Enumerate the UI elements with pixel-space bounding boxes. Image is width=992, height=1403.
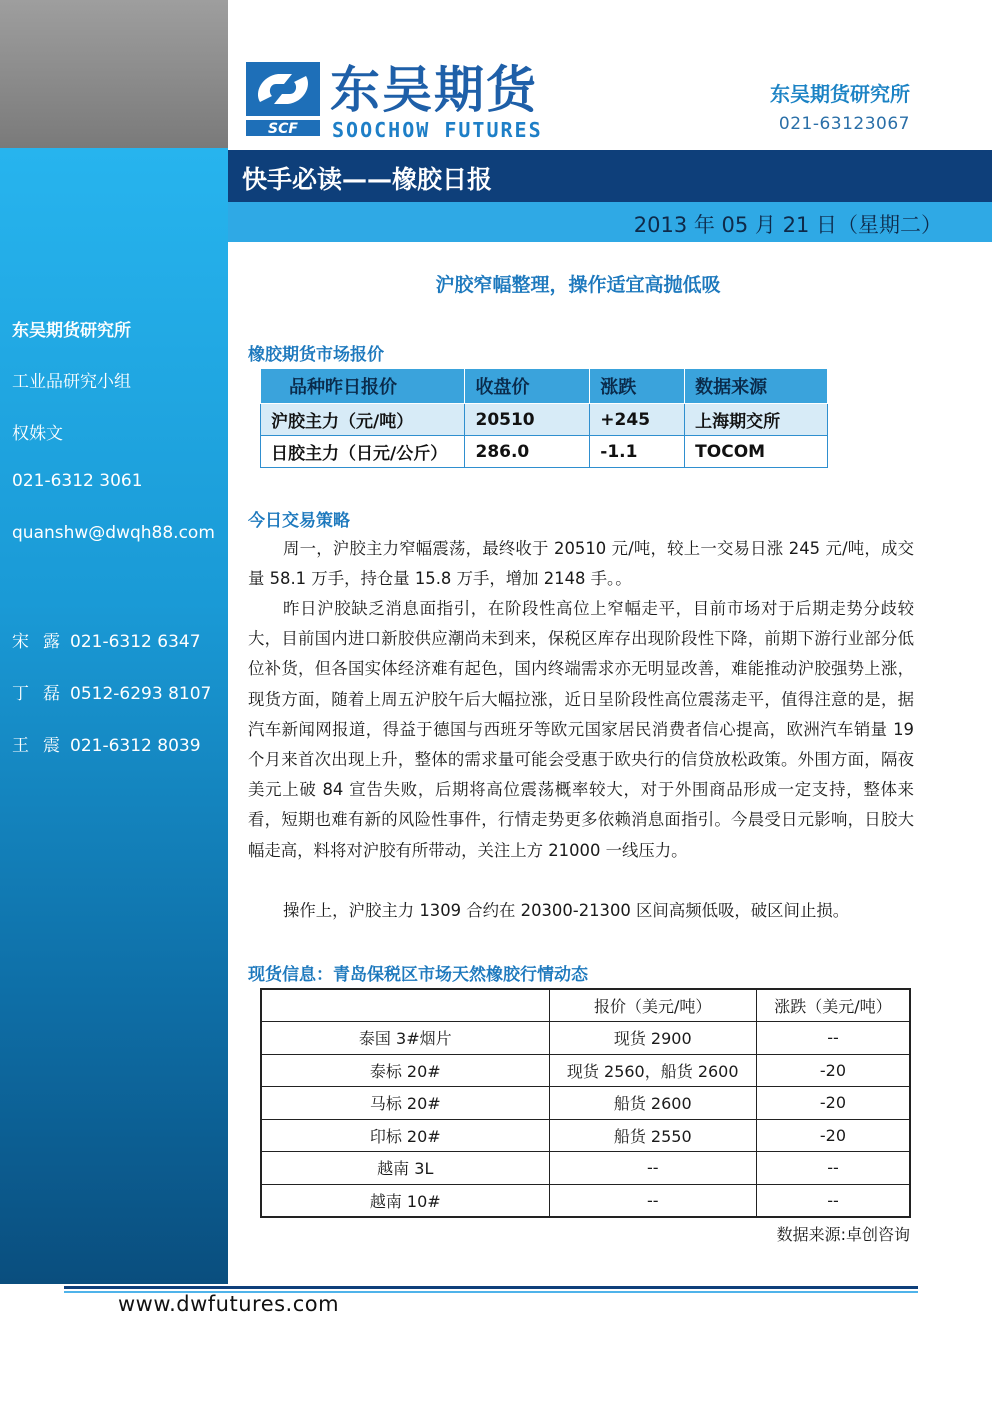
table-cell: --	[756, 1152, 910, 1185]
column-header	[261, 989, 549, 1022]
spot-price-table	[260, 988, 911, 1218]
report-date: 2013 年 05 月 21 日（星期二）	[633, 213, 942, 237]
footer-divider	[64, 1286, 918, 1289]
table-cell: --	[756, 1184, 910, 1217]
table-cell: -20	[756, 1054, 910, 1087]
table-row	[261, 1184, 910, 1217]
column-header: 涨跌	[590, 369, 685, 404]
institute-name: 东吴期货研究所	[770, 82, 910, 106]
report-date-bar	[228, 202, 992, 242]
table-cell: -20	[756, 1087, 910, 1120]
report-title-bar	[228, 150, 992, 202]
table-cell: 沪胶主力（元/吨）	[261, 404, 465, 436]
report-headline: 沪胶窄幅整理，操作适宜高抛低吸	[435, 274, 721, 296]
table-header-row	[261, 369, 828, 404]
contact-name: 宋露	[12, 632, 74, 652]
sidebar-phone: 021-6312 3061	[12, 471, 143, 491]
contact-item	[12, 627, 201, 652]
table-cell: --	[756, 1022, 910, 1055]
footer-website-link[interactable]: www.dwfutures.com	[118, 1292, 340, 1316]
table-row	[261, 1152, 910, 1185]
strategy-section-title: 今日交易策略	[248, 511, 350, 531]
table-cell: 马标 20#	[261, 1087, 549, 1120]
table-cell: 印标 20#	[261, 1119, 549, 1152]
data-source-note: 数据来源:卓创咨询	[776, 1225, 910, 1244]
table-cell: 20510	[465, 404, 590, 436]
table-row	[261, 1022, 910, 1055]
column-header: 收盘价	[465, 369, 590, 404]
table-cell: 286.0	[465, 436, 590, 468]
table-cell: 越南 3L	[261, 1152, 549, 1185]
table-cell: TOCOM	[685, 436, 828, 468]
table-row	[261, 1054, 910, 1087]
table-cell: 上海期交所	[685, 404, 828, 436]
contact-name: 丁磊	[12, 684, 74, 704]
table-cell: 泰标 20#	[261, 1054, 549, 1087]
column-header: 涨跌（美元/吨）	[756, 989, 910, 1022]
contact-phone: 021-6312 6347	[70, 632, 201, 652]
strategy-paragraph: 周一，沪胶主力窄幅震荡，最终收于 20510 元/吨，较上一交易日涨 245 元/吨，成交量 58.1 万手，持仓量 15.8 万手，增加 2148 手。。	[248, 539, 914, 589]
table-cell: 日胶主力（日元/公斤）	[261, 436, 465, 468]
table-cell: 现货 2900	[549, 1022, 756, 1055]
strategy-paragraph: 操作上，沪胶主力 1309 合约在 20300-21300 区间高频低吸，破区间止损。	[283, 901, 850, 920]
column-header: 数据来源	[685, 369, 828, 404]
table-cell: 船货 2550	[549, 1119, 756, 1152]
spot-section-title: 现货信息：青岛保税区市场天然橡胶行情动态	[248, 965, 588, 985]
table-cell: --	[549, 1184, 756, 1217]
institute-phone: 021-63123067	[778, 114, 910, 134]
sidebar-email[interactable]: quanshw@dwqh88.com	[12, 523, 215, 543]
sidebar-group: 工业品研究小组	[12, 372, 131, 392]
table-row	[261, 436, 828, 468]
table-cell: -1.1	[590, 436, 685, 468]
table-cell: -20	[756, 1119, 910, 1152]
table-cell: 越南 10#	[261, 1184, 549, 1217]
brand-name-cn: 东吴期货	[330, 61, 538, 119]
table-cell: 现货 2560，船货 2600	[549, 1054, 756, 1087]
contact-name: 王震	[12, 736, 74, 756]
table-cell: +245	[590, 404, 685, 436]
sidebar-analyst: 权姝文	[12, 424, 63, 444]
table-cell: --	[549, 1152, 756, 1185]
scf-logo-icon	[246, 62, 320, 138]
quote-table	[260, 368, 828, 468]
table-header-row	[261, 989, 910, 1022]
table-row	[261, 1119, 910, 1152]
contact-phone: 021-6312 8039	[70, 736, 201, 756]
quote-section-title: 橡胶期货市场报价	[248, 345, 384, 365]
brand-name-en: SOOCHOW FUTURES	[332, 118, 543, 142]
contact-item	[12, 679, 211, 704]
sidebar	[0, 148, 228, 1284]
table-row	[261, 1087, 910, 1120]
strategy-paragraph: 昨日沪胶缺乏消息面指引，在阶段性高位上窄幅走平，目前市场对于后期走势分歧较大，目前国内进口新胶供应潮尚未到来，保税区库存出现阶段性下降，前期下游行业部分低位补货，但各国实体经济难有起色，国内终端需求亦无明显改善，难能推动沪胶强势上涨，现货方面，随着上周五沪胶午后大幅拉涨，近日呈阶段性高位震荡走平，值得注意的是，据汽车新闻网报道，得益于德国与西班牙等欧元国家居民消费者信心提高，欧洲汽车销量 19 个月来首次出现上升，整体的需求量可能会受惠于欧央行的信贷放松政策。外围方面，隔夜美元上破 84 宣告失败，后期将高位震荡概率较大，对于外围商品形成一定支持，整体来看，短期也难有新的风险性事件，行情走势更多依赖消息面指引。今晨受日元影响，日胶大幅走高，料将对沪胶有所带动，关注上方 21000 一线压力。	[248, 599, 914, 860]
column-header: 报价（美元/吨）	[549, 989, 756, 1022]
report-title: 快手必读——橡胶日报	[242, 165, 493, 194]
contact-item	[12, 731, 201, 756]
company-logo	[246, 62, 586, 142]
table-row	[261, 404, 828, 436]
logo-initials: SCF	[268, 121, 298, 137]
table-cell: 泰国 3#烟片	[261, 1022, 549, 1055]
sidebar-institute: 东吴期货研究所	[12, 321, 131, 341]
column-header: 品种昨日报价	[261, 369, 465, 404]
table-cell: 船货 2600	[549, 1087, 756, 1120]
contact-phone: 0512-6293 8107	[70, 684, 212, 704]
sidebar-header-block	[0, 0, 228, 148]
